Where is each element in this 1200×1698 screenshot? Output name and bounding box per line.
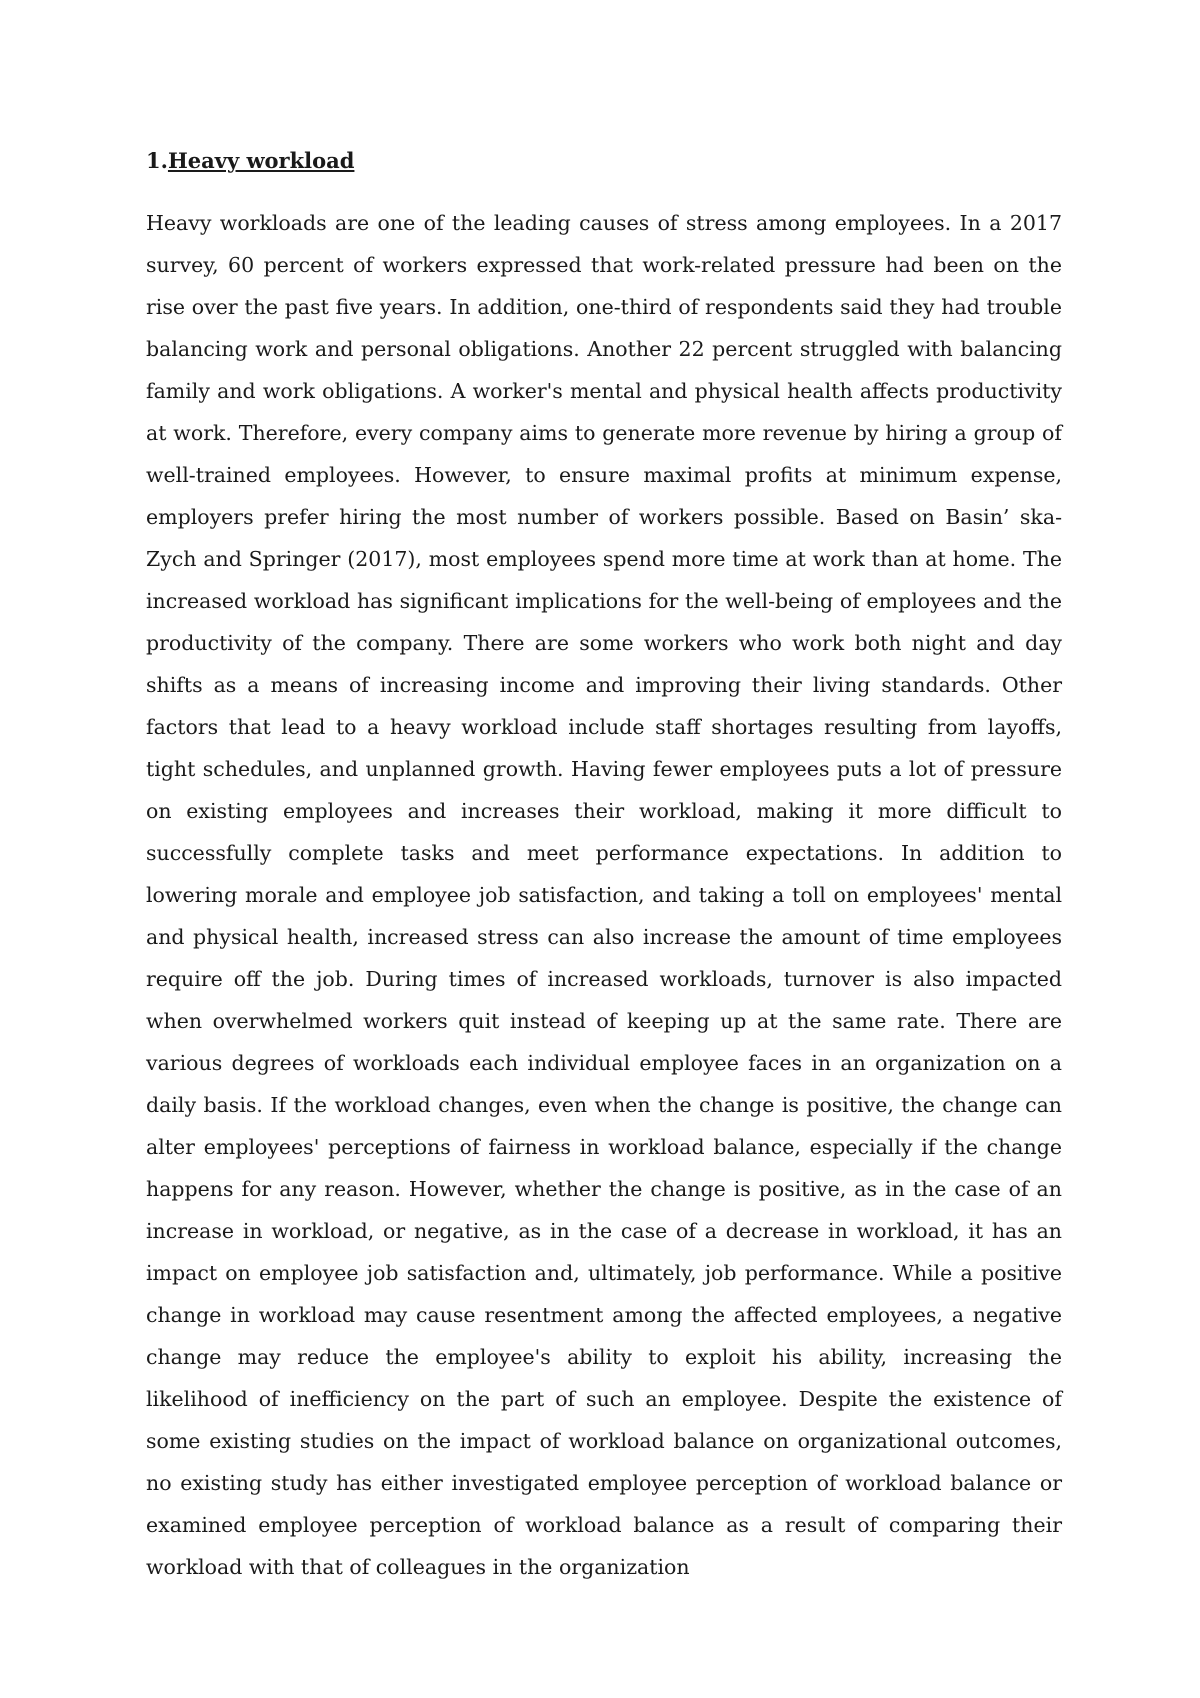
section-number: 1. — [146, 148, 168, 173]
body-paragraph: Heavy workloads are one of the leading causes of stress among employees. In a 2017 survey, 60 percent of workers expressed that work-related pressure had been on the rise over the past five years. In addition, one-third of respondents said they had trouble balancing work and personal obligations. Another 22 percent struggled with balancing family and work obligations. A worker's mental and physical health affects productivity at work. Therefore, every company aims to generate more revenue by hiring a group of well-trained employees. However, to ensure maximal profits at minimum expense, employers prefer hiring the most number of workers possible. Based on Basin’ ska-Zych and Springer (2017), most employees spend more time at work than at home. The increased workload has significant implications for the well-being of employees and the productivity of the company. There are some workers who work both night and day shifts as a means of increasing income and improving their living standards. Other factors that lead to a heavy workload include staff shortages resulting from layoffs, tight schedules, and unplanned growth. Having fewer employees puts a lot of pressure on existing employees and increases their workload, making it more difficult to successfully complete tasks and meet performance expectations. In addition to lowering morale and employee job satisfaction, and taking a toll on employees' mental and physical health, increased stress can also increase the amount of time employees require off the job. During times of increased workloads, turnover is also impacted when overwhelmed workers quit instead of keeping up at the same rate. There are various degrees of workloads each individual employee faces in an organization on a daily basis. If the workload changes, even when the change is positive, the change can alter employees' perceptions of fairness in workload balance, especially if the change happens for any reason. However, whether the change is positive, as in the case of an increase in workload, or negative, as in the case of a decrease in workload, it has an impact on employee job satisfaction and, ultimately, job performance. While a positive change in workload may cause resentment among the affected employees, a negative change may reduce the employee's ability to exploit his ability, increasing the likelihood of inefficiency on the part of such an employee. Despite the existence of some existing studies on the impact of workload balance on organizational outcomes, no existing study has either investigated employee perception of workload balance or examined employee perception of workload balance as a result of comparing their workload with that of colleagues in the organization — [146, 211, 1062, 1579]
section-heading — [146, 146, 354, 176]
section-title: Heavy workload — [167, 148, 355, 173]
